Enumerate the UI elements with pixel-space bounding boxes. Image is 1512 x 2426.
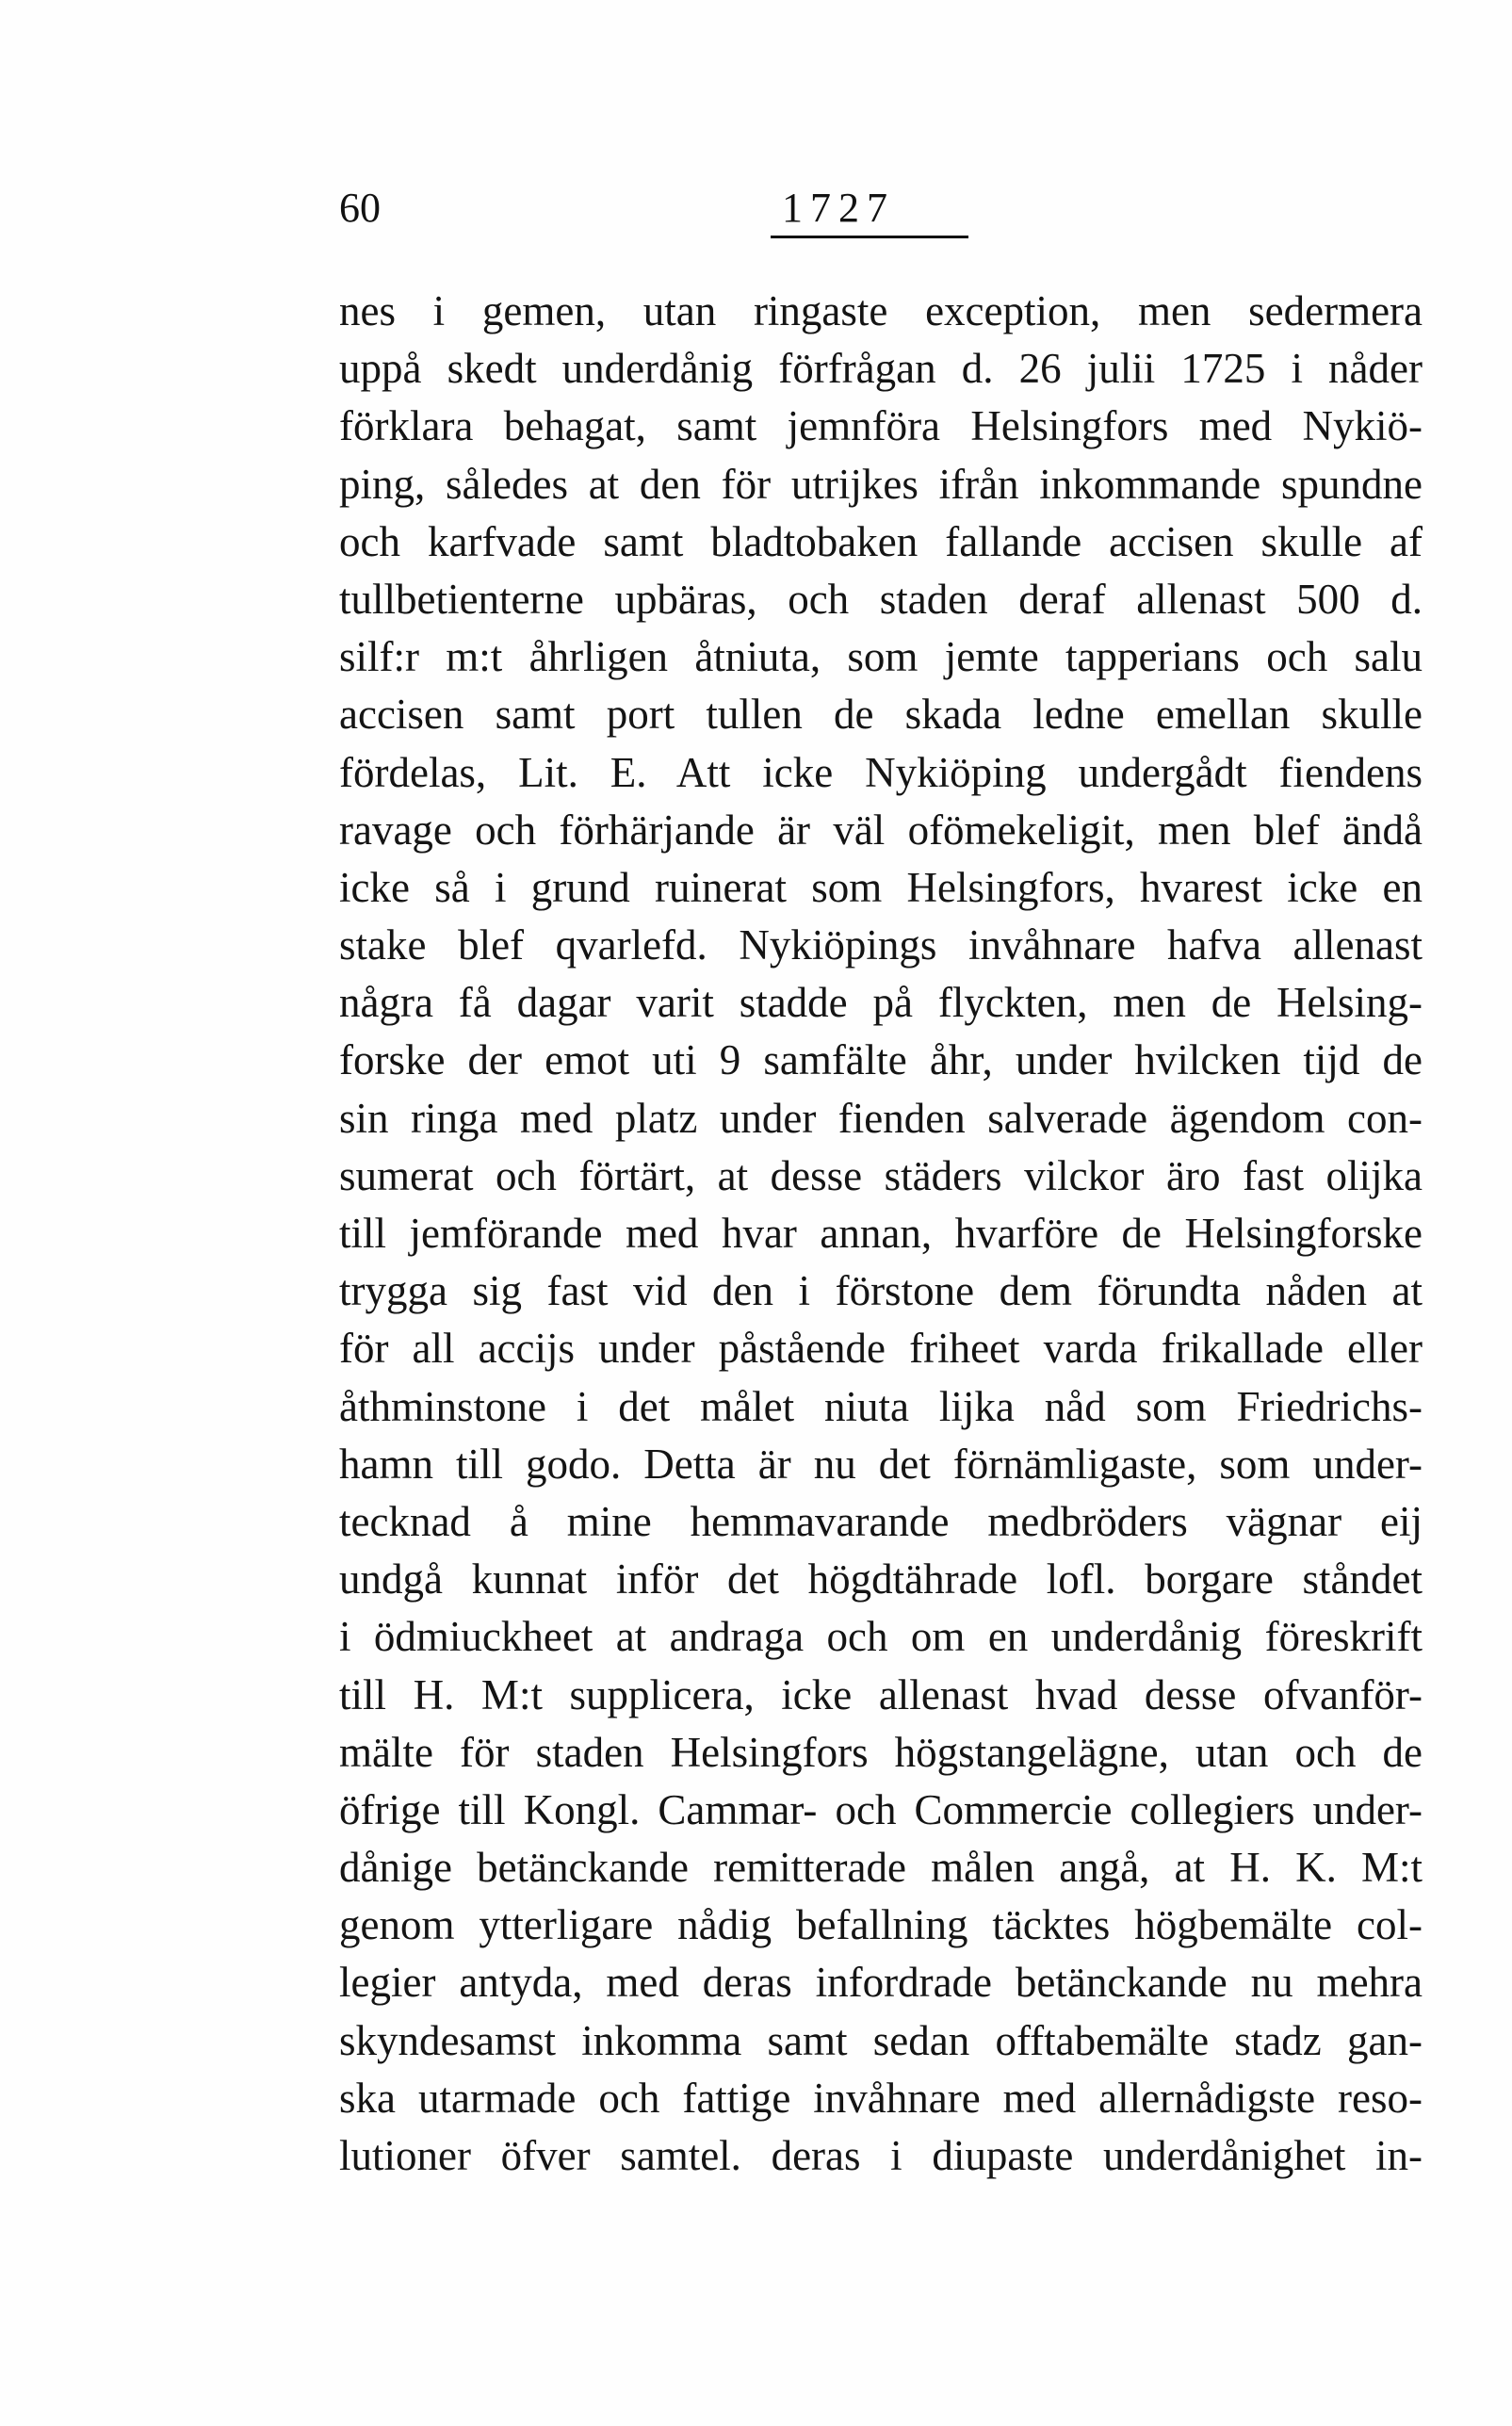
text-line: förklara behagat, samt jemnföra Helsingfors med Nykiö- <box>339 402 1423 450</box>
body-text <box>339 283 1423 2185</box>
text-line: dånige betänckande remitterade målen angå, at H. K. M:t <box>339 1844 1423 1892</box>
text-line: forske der emot uti 9 samfälte åhr, under hvilcken tijd de <box>339 1036 1423 1084</box>
text-line: åthminstone i det målet niuta lijka nåd som Friedrichs- <box>339 1382 1423 1430</box>
text-line: icke så i grund ruinerat som Helsingfors, hvarest icke en <box>339 863 1423 911</box>
text-line: tecknad å mine hemmavarande medbröders vägnar eij <box>339 1497 1423 1545</box>
text-line: nes i gemen, utan ringaste exception, men sedermera <box>339 287 1423 334</box>
text-line: öfrige till Kongl. Cammar- och Commercie collegiers under- <box>339 1785 1423 1833</box>
text-line: skyndesamst inkomma samt sedan offtabemälte stadz gan- <box>339 2016 1423 2064</box>
text-line: lutioner öfver samtel. deras i diupaste underdånighet in- <box>339 2132 1423 2179</box>
text-line: tullbetienterne upbäras, och staden deraf allenast 500 d. <box>339 575 1423 623</box>
text-line: undgå kunnat inför det högdtährade lofl. borgare ståndet <box>339 1555 1423 1604</box>
text-line: sumerat och förtärt, at desse städers vilckor äro fast olijka <box>339 1151 1423 1199</box>
text-line: trygga sig fast vid den i förstone dem förundta nåden at <box>339 1267 1423 1315</box>
text-line: ska utarmade och fattige invåhnare med allernådigste reso- <box>339 2074 1423 2122</box>
text-line: silf:r m:t åhrligen åtniuta, som jemte tapperians och salu <box>339 633 1423 681</box>
text-line: till H. M:t supplicera, icke allenast hvad desse ofvanför- <box>339 1670 1423 1718</box>
text-line: accisen samt port tullen de skada ledne emellan skulle <box>339 691 1423 739</box>
text-line: i ödmiuckheet at andraga och om en underdånig föreskrift <box>339 1613 1423 1661</box>
text-line: ping, således at den för utrijkes ifrån inkommande spundne <box>339 460 1423 508</box>
text-line: för all accijs under påstående friheet varda frikallade eller <box>339 1325 1423 1373</box>
text-line: uppå skedt underdånig förfrågan d. 26 julii 1725 i nåder <box>339 345 1423 393</box>
text-line: hamn till godo. Detta är nu det förnämligaste, som under- <box>339 1440 1423 1488</box>
year-heading: 1727 <box>782 185 895 231</box>
text-line: ravage och förhärjande är väl ofömekeligit, men blef ändå <box>339 806 1423 854</box>
text-line: sin ringa med platz under fienden salverade ägendom con- <box>339 1094 1423 1142</box>
text-line: några få dagar varit stadde på flyckten, men de Helsing- <box>339 979 1423 1027</box>
text-line: genom ytterligare nådig befallning täcktes högbemälte col- <box>339 1901 1423 1949</box>
text-line: mälte för staden Helsingfors högstangelägne, utan och de <box>339 1728 1423 1776</box>
text-line: och karfvade samt bladtobaken fallande accisen skulle af <box>339 517 1423 565</box>
text-line: fördelas, Lit. E. Att icke Nykiöping undergådt fiendens <box>339 748 1423 796</box>
text-line: stake blef qvarlefd. Nykiöpings invåhnare hafva allenast <box>339 921 1423 969</box>
page-number: 60 <box>339 185 381 231</box>
year-underline <box>771 236 968 238</box>
text-line: till jemförande med hvar annan, hvarföre de Helsingforske <box>339 1210 1423 1257</box>
text-line: legier antyda, med deras infordrade betänckande nu mehra <box>339 1959 1423 2007</box>
page-header <box>339 184 1423 250</box>
